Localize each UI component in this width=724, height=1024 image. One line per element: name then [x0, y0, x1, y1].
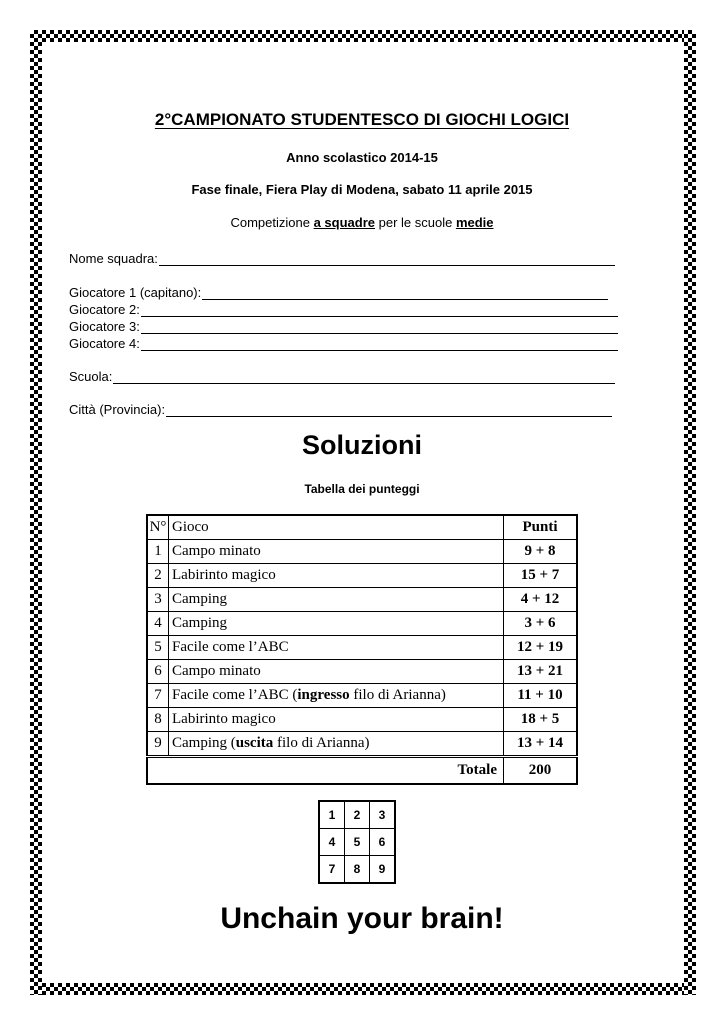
number-grid — [318, 800, 396, 884]
player1-field[interactable] — [69, 285, 608, 300]
solutions-heading: Soluzioni — [302, 430, 422, 460]
school-field[interactable] — [69, 369, 615, 384]
city-label: Città (Provincia): — [69, 402, 166, 417]
row-number: 5 — [147, 636, 169, 660]
row-game: Labirinto magico — [169, 708, 504, 732]
row-points: 18 + 5 — [504, 708, 578, 732]
school-year: Anno scolastico 2014-15 — [286, 150, 438, 165]
grid-cell: 1 — [319, 801, 345, 829]
row-number: 8 — [147, 708, 169, 732]
player4-label: Giocatore 4: — [69, 336, 140, 351]
row-points: 12 + 19 — [504, 636, 578, 660]
table-row — [147, 564, 577, 588]
checkered-border-top — [30, 30, 696, 42]
row-points: 4 + 12 — [504, 588, 578, 612]
player2-label: Giocatore 2: — [69, 302, 140, 317]
player4-field[interactable] — [69, 336, 618, 351]
row-game: Camping — [169, 612, 504, 636]
total-label: Totale — [147, 757, 504, 785]
table-caption: Tabella dei punteggi — [304, 482, 420, 496]
row-game: Camping (uscita filo di Arianna) — [169, 732, 504, 757]
row-game: Labirinto magico — [169, 564, 504, 588]
grid-cell: 7 — [319, 856, 345, 884]
row-number: 7 — [147, 684, 169, 708]
header-game: Gioco — [169, 515, 504, 540]
row-game: Facile come l’ABC — [169, 636, 504, 660]
scores-table — [146, 514, 578, 785]
table-row — [147, 660, 577, 684]
grid-cell: 6 — [370, 829, 396, 856]
row-number: 1 — [147, 540, 169, 564]
row-number: 6 — [147, 660, 169, 684]
table-row — [147, 708, 577, 732]
row-number: 9 — [147, 732, 169, 757]
table-row — [147, 684, 577, 708]
grid-cell: 3 — [370, 801, 396, 829]
grid-cell: 8 — [345, 856, 370, 884]
table-row — [147, 540, 577, 564]
table-row — [147, 612, 577, 636]
row-points: 15 + 7 — [504, 564, 578, 588]
school-label: Scuola: — [69, 369, 113, 384]
row-game: Campo minato — [169, 540, 504, 564]
grid-cell: 5 — [345, 829, 370, 856]
player2-field[interactable] — [69, 302, 618, 317]
table-row — [147, 588, 577, 612]
row-number: 4 — [147, 612, 169, 636]
city-field[interactable] — [69, 402, 612, 417]
row-game: Facile come l’ABC (ingresso filo di Arianna) — [169, 684, 504, 708]
row-game: Camping — [169, 588, 504, 612]
grid-cell: 9 — [370, 856, 396, 884]
row-number: 3 — [147, 588, 169, 612]
checkered-border-bottom — [30, 983, 696, 995]
row-points: 13 + 14 — [504, 732, 578, 757]
header-number: N° — [147, 515, 169, 540]
row-points: 9 + 8 — [504, 540, 578, 564]
header-points: Punti — [504, 515, 578, 540]
table-row — [147, 636, 577, 660]
checkered-border-left — [30, 30, 42, 995]
page-title: 2°CAMPIONATO STUDENTESCO DI GIOCHI LOGICI — [154, 110, 570, 129]
grid-cell: 4 — [319, 829, 345, 856]
competition-info: Competizione a squadre per le scuole medie — [230, 215, 494, 230]
grid-cell: 2 — [345, 801, 370, 829]
total-row — [147, 757, 577, 785]
table-header-row — [147, 515, 577, 540]
table-row — [147, 732, 577, 757]
phase-info: Fase finale, Fiera Play di Modena, sabato 11 aprile 2015 — [191, 182, 533, 197]
total-value: 200 — [504, 757, 578, 785]
row-points: 3 + 6 — [504, 612, 578, 636]
slogan: Unchain your brain! — [220, 902, 504, 935]
checkered-border-right — [684, 30, 696, 995]
player3-label: Giocatore 3: — [69, 319, 140, 334]
row-game: Campo minato — [169, 660, 504, 684]
team-name-field[interactable] — [69, 251, 615, 266]
player3-field[interactable] — [69, 319, 618, 334]
row-number: 2 — [147, 564, 169, 588]
player1-label: Giocatore 1 (capitano): — [69, 285, 202, 300]
row-points: 11 + 10 — [504, 684, 578, 708]
team-name-label: Nome squadra: — [69, 251, 158, 266]
row-points: 13 + 21 — [504, 660, 578, 684]
